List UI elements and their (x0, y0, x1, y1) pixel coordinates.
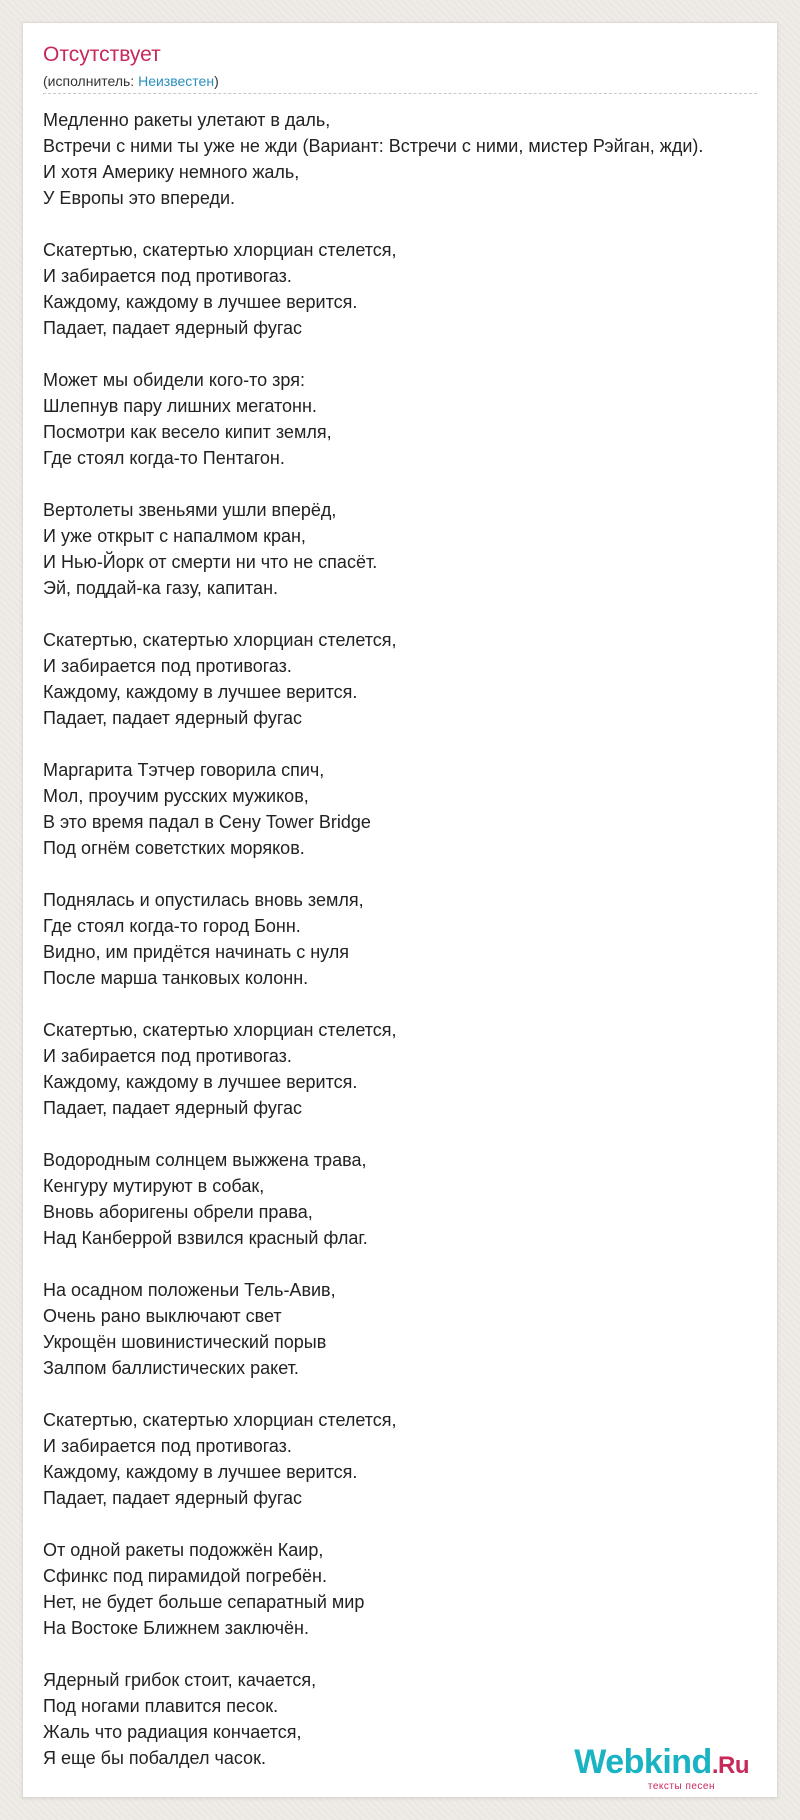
logo-wordmark (574, 1745, 749, 1783)
lyrics-line: Мол, проучим русских мужиков, (43, 786, 309, 806)
lyrics-line: Где стоял когда-то Пентагон. (43, 448, 285, 468)
lyrics-line: Сфинкс под пирамидой погребён. (43, 1566, 327, 1586)
lyrics-stanza (43, 497, 778, 601)
lyrics-stanza (43, 1017, 778, 1121)
lyrics-stanza (43, 1147, 778, 1251)
lyrics-line: Каждому, каждому в лучшее верится. (43, 1072, 358, 1092)
lyrics-stanza (43, 887, 778, 991)
lyrics-stanza (43, 367, 778, 471)
lyrics-stanza (43, 107, 778, 211)
lyrics-line: Шлепнув пару лишних мегатонн. (43, 396, 317, 416)
lyrics-line: Скатертью, скатертью хлорциан стелется, (43, 1020, 397, 1040)
lyrics-line: И Нью-Йорк от смерти ни что не спасёт. (43, 552, 378, 572)
lyrics-line: Под ногами плавится песок. (43, 1696, 279, 1716)
lyrics-line: Эй, поддай-ка газу, капитан. (43, 578, 279, 598)
lyrics-line: Под огнём советстких моряков. (43, 838, 305, 858)
site-logo[interactable] (574, 1745, 749, 1792)
lyrics-line: На Востоке Ближнем заключён. (43, 1618, 309, 1638)
header-divider (43, 93, 757, 94)
lyrics-stanza (43, 627, 778, 731)
lyrics-text (43, 107, 778, 1797)
song-title: Отсутствует (43, 43, 161, 66)
lyrics-line: Вновь аборигены обрели права, (43, 1202, 313, 1222)
lyrics-stanza (43, 757, 778, 861)
lyrics-line: Посмотри как весело кипит земля, (43, 422, 332, 442)
lyrics-line: Водородным солнцем выжжена трава, (43, 1150, 367, 1170)
lyrics-line: Падает, падает ядерный фугас (43, 708, 303, 728)
lyrics-line: Видно, им придётся начинать с нуля (43, 942, 350, 962)
logo-tld: .Ru (711, 1752, 749, 1779)
artist-suffix: ) (214, 73, 219, 89)
lyrics-line: Залпом баллистических ракет. (43, 1358, 299, 1378)
lyrics-line: Скатертью, скатертью хлорциан стелется, (43, 240, 397, 260)
lyrics-line: Маргарита Тэтчер говорила спич, (43, 760, 325, 780)
lyrics-line: Падает, падает ядерный фугас (43, 318, 303, 338)
lyrics-line: И хотя Америку немного жаль, (43, 162, 300, 182)
lyrics-line: И забирается под противогаз. (43, 266, 292, 286)
lyrics-line: Встречи с ними ты уже не жди (Вариант: Встречи с ними, мистер Рэйган, жди). (43, 136, 704, 156)
lyrics-line: Скатертью, скатертью хлорциан стелется, (43, 630, 397, 650)
lyrics-line: У Европы это впереди. (43, 188, 236, 208)
lyrics-line: И забирается под противогаз. (43, 656, 292, 676)
artist-link[interactable]: Неизвестен (138, 73, 215, 89)
logo-brand: Webkind (574, 1743, 712, 1781)
lyrics-line: Вертолеты звеньями ушли вперёд, (43, 500, 337, 520)
lyrics-line: После марша танковых колонн. (43, 968, 309, 988)
lyrics-line: Где стоял когда-то город Бонн. (43, 916, 301, 936)
artist-line (43, 73, 219, 89)
lyrics-line: Нет, не будет больше сепаратный мир (43, 1592, 365, 1612)
lyrics-line: Каждому, каждому в лучшее верится. (43, 682, 358, 702)
lyrics-line: Ядерный грибок стоит, качается, (43, 1670, 317, 1690)
lyrics-line: На осадном положеньи Тель-Авив, (43, 1280, 336, 1300)
lyrics-line: И уже открыт с напалмом кран, (43, 526, 306, 546)
lyrics-stanza (43, 1277, 778, 1381)
lyrics-line: Падает, падает ядерный фугас (43, 1488, 303, 1508)
lyrics-line: Каждому, каждому в лучшее верится. (43, 1462, 358, 1482)
lyrics-line: И забирается под противогаз. (43, 1046, 292, 1066)
lyrics-line: Над Канберрой взвился красный флаг. (43, 1228, 368, 1248)
lyrics-card (22, 22, 778, 1798)
lyrics-line: Кенгуру мутируют в собак, (43, 1176, 265, 1196)
lyrics-line: В это время падал в Сену Tower Bridge (43, 812, 371, 832)
lyrics-line: Падает, падает ядерный фугас (43, 1098, 303, 1118)
lyrics-line: Поднялась и опустилась вновь земля, (43, 890, 364, 910)
lyrics-line: Очень рано выключают свет (43, 1306, 282, 1326)
lyrics-stanza (43, 1537, 778, 1641)
lyrics-stanza (43, 237, 778, 341)
lyrics-line: Каждому, каждому в лучшее верится. (43, 292, 358, 312)
lyrics-line: Укрощён шовинистический порыв (43, 1332, 327, 1352)
lyrics-line: Жаль что радиация кончается, (43, 1722, 302, 1742)
lyrics-stanza (43, 1407, 778, 1511)
lyrics-line: От одной ракеты подожжён Каир, (43, 1540, 324, 1560)
lyrics-line: Медленно ракеты улетают в даль, (43, 110, 331, 130)
artist-prefix: (исполнитель: (43, 73, 139, 89)
logo-tagline: тексты песен (647, 1781, 715, 1792)
lyrics-line: И забирается под противогаз. (43, 1436, 292, 1456)
lyrics-line: Я еще бы побалдел часок. (43, 1748, 266, 1768)
lyrics-line: Может мы обидели кого-то зря: (43, 370, 305, 390)
lyrics-line: Скатертью, скатертью хлорциан стелется, (43, 1410, 397, 1430)
